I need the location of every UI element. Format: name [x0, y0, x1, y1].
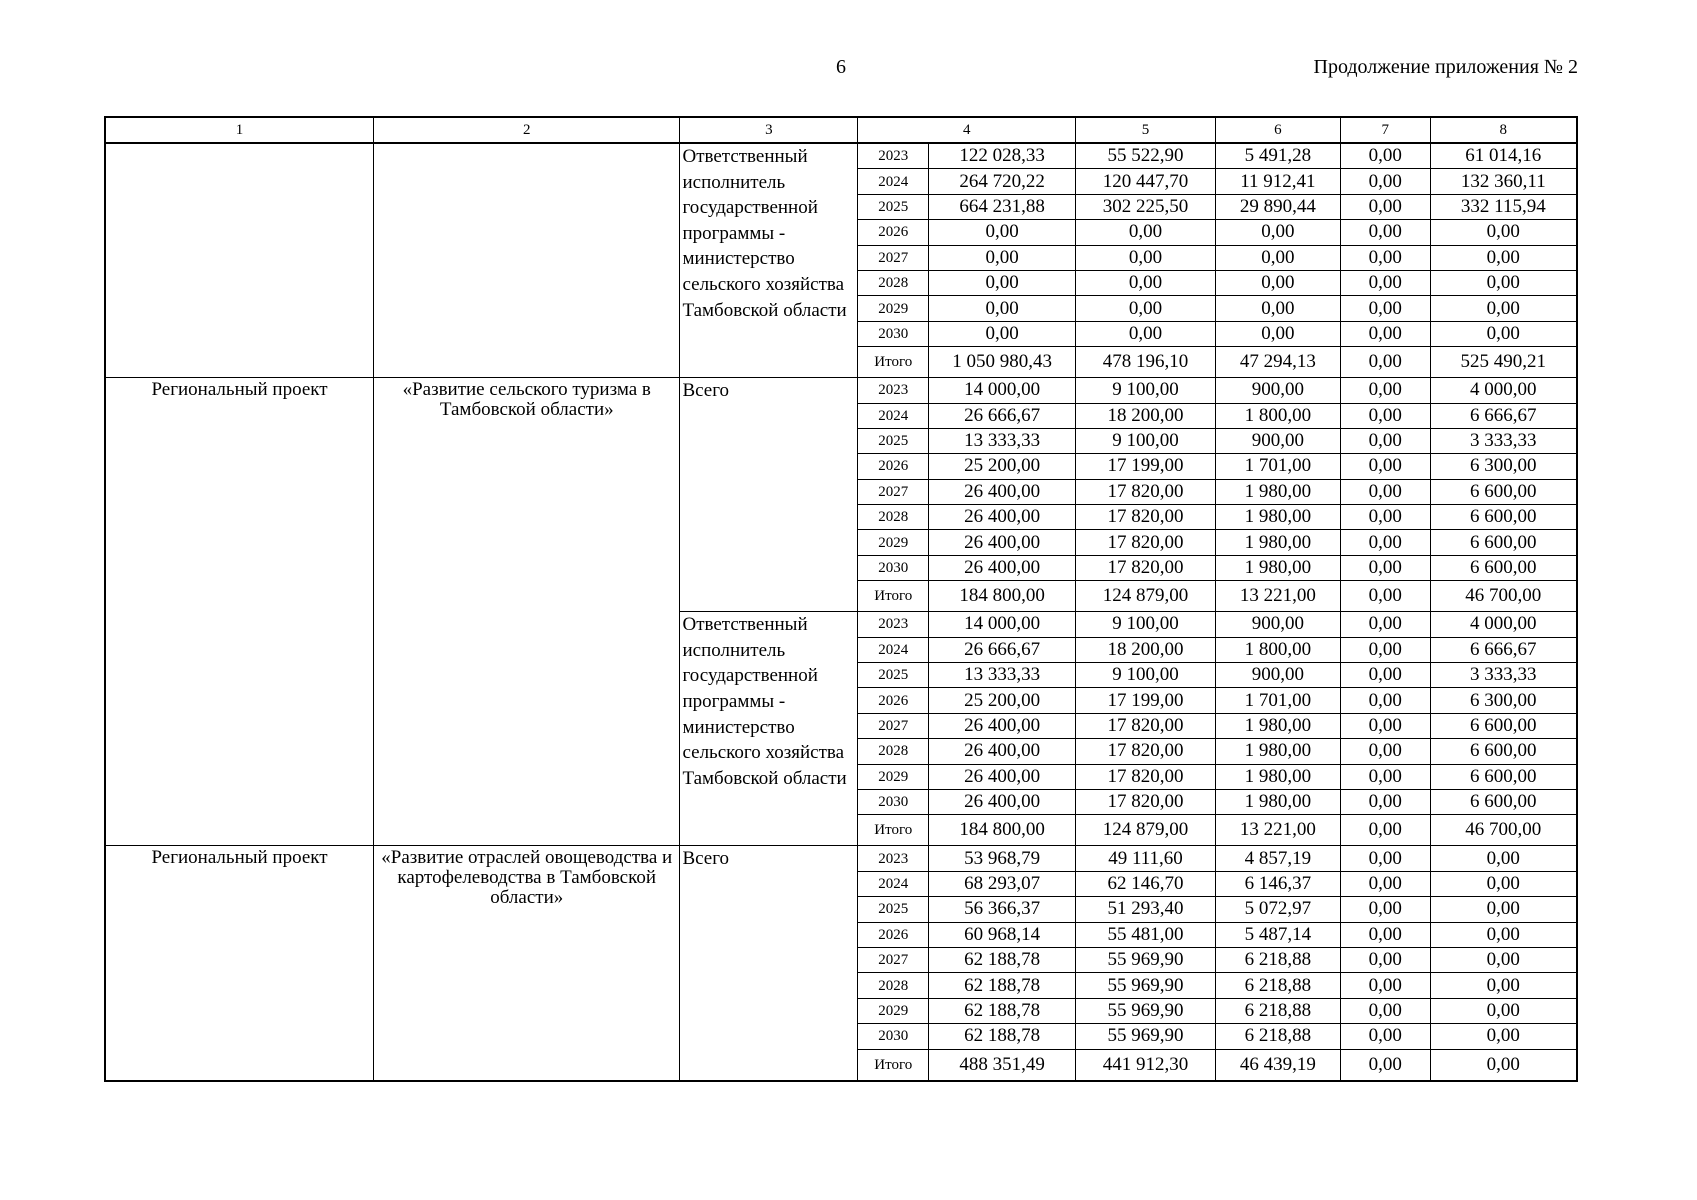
amount-cell: 0,00: [1340, 347, 1430, 378]
amount-cell: 0,00: [1340, 871, 1430, 896]
amount-cell: 0,00: [1340, 296, 1430, 321]
executor-cell: Ответственный исполнитель государственной программы - министерство сельского хозяйства Тамбовской области: [680, 143, 858, 378]
amount-cell: 1 800,00: [1215, 637, 1340, 662]
amount-cell: 55 969,90: [1076, 1024, 1216, 1049]
column-header: 6: [1215, 117, 1340, 143]
row-type-cell: Региональный проект: [105, 846, 374, 1081]
amount-cell: 0,00: [1430, 296, 1577, 321]
amount-cell: 17 820,00: [1076, 739, 1216, 764]
amount-cell: 26 666,67: [929, 403, 1076, 428]
amount-cell: 1 980,00: [1215, 530, 1340, 555]
amount-cell: 62 188,78: [929, 998, 1076, 1023]
amount-cell: 6 600,00: [1430, 530, 1577, 555]
amount-cell: 0,00: [1340, 143, 1430, 169]
amount-cell: 6 146,37: [1215, 871, 1340, 896]
year-cell: 2027: [858, 947, 929, 972]
year-cell: 2030: [858, 321, 929, 346]
amount-cell: 525 490,21: [1430, 347, 1577, 378]
amount-cell: 0,00: [929, 220, 1076, 245]
amount-cell: 62 188,78: [929, 973, 1076, 998]
page-number: 6: [836, 56, 846, 78]
amount-cell: 11 912,41: [1215, 169, 1340, 194]
year-cell: 2029: [858, 296, 929, 321]
amount-cell: 61 014,16: [1430, 143, 1577, 169]
amount-cell: 1 980,00: [1215, 739, 1340, 764]
amount-cell: 0,00: [1340, 245, 1430, 270]
amount-cell: 0,00: [1076, 321, 1216, 346]
amount-cell: 0,00: [1430, 321, 1577, 346]
amount-cell: 1 980,00: [1215, 764, 1340, 789]
amount-cell: 0,00: [1430, 871, 1577, 896]
amount-cell: 1 701,00: [1215, 688, 1340, 713]
year-cell: 2028: [858, 505, 929, 530]
amount-cell: 17 199,00: [1076, 454, 1216, 479]
amount-cell: 25 200,00: [929, 454, 1076, 479]
amount-cell: 26 400,00: [929, 530, 1076, 555]
amount-cell: 0,00: [1215, 321, 1340, 346]
amount-cell: 46 439,19: [1215, 1049, 1340, 1081]
amount-cell: 0,00: [1340, 973, 1430, 998]
year-cell: 2024: [858, 871, 929, 896]
amount-cell: 1 980,00: [1215, 479, 1340, 504]
amount-cell: 264 720,22: [929, 169, 1076, 194]
amount-cell: 0,00: [1340, 220, 1430, 245]
amount-cell: 0,00: [1340, 846, 1430, 871]
amount-cell: 1 980,00: [1215, 713, 1340, 738]
amount-cell: 6 600,00: [1430, 555, 1577, 580]
amount-cell: 0,00: [1340, 321, 1430, 346]
amount-cell: 0,00: [1215, 245, 1340, 270]
amount-cell: 26 666,67: [929, 637, 1076, 662]
amount-cell: 14 000,00: [929, 378, 1076, 403]
amount-cell: 55 969,90: [1076, 973, 1216, 998]
amount-cell: 0,00: [1430, 973, 1577, 998]
year-cell: 2028: [858, 739, 929, 764]
executor-cell: Ответственный исполнитель государственной программы - министерство сельского хозяйства Тамбовской области: [680, 612, 858, 846]
table-row: [105, 378, 1577, 403]
year-cell: 2026: [858, 688, 929, 713]
amount-cell: 0,00: [1340, 505, 1430, 530]
amount-cell: 9 100,00: [1076, 378, 1216, 403]
amount-cell: 0,00: [1076, 270, 1216, 295]
amount-cell: 26 400,00: [929, 555, 1076, 580]
amount-cell: 0,00: [1340, 739, 1430, 764]
year-cell: Итого: [858, 581, 929, 612]
amount-cell: 62 188,78: [929, 947, 1076, 972]
amount-cell: 1 050 980,43: [929, 347, 1076, 378]
year-cell: 2028: [858, 270, 929, 295]
amount-cell: 1 701,00: [1215, 454, 1340, 479]
amount-cell: 0,00: [1340, 270, 1430, 295]
amount-cell: 900,00: [1215, 378, 1340, 403]
amount-cell: 0,00: [1340, 897, 1430, 922]
amount-cell: 0,00: [1430, 220, 1577, 245]
amount-cell: 0,00: [929, 296, 1076, 321]
amount-cell: 13 333,33: [929, 428, 1076, 453]
amount-cell: 6 218,88: [1215, 947, 1340, 972]
amount-cell: 17 820,00: [1076, 479, 1216, 504]
funding-table: [104, 116, 1578, 1082]
amount-cell: 6 300,00: [1430, 688, 1577, 713]
amount-cell: 3 333,33: [1430, 428, 1577, 453]
row-type-cell: [105, 143, 374, 378]
amount-cell: 9 100,00: [1076, 428, 1216, 453]
year-cell: 2025: [858, 428, 929, 453]
amount-cell: 0,00: [1340, 1024, 1430, 1049]
amount-cell: 0,00: [1340, 378, 1430, 403]
amount-cell: 488 351,49: [929, 1049, 1076, 1081]
amount-cell: 0,00: [1340, 612, 1430, 637]
amount-cell: 4 000,00: [1430, 612, 1577, 637]
amount-cell: 332 115,94: [1430, 194, 1577, 219]
amount-cell: 302 225,50: [1076, 194, 1216, 219]
project-name-cell: «Развитие отраслей овощеводства и картофелеводства в Тамбовской области»: [374, 846, 680, 1081]
amount-cell: 0,00: [1340, 194, 1430, 219]
amount-cell: 120 447,70: [1076, 169, 1216, 194]
amount-cell: 49 111,60: [1076, 846, 1216, 871]
amount-cell: 0,00: [1340, 947, 1430, 972]
amount-cell: 25 200,00: [929, 688, 1076, 713]
project-name-cell: «Развитие сельского туризма в Тамбовской области»: [374, 378, 680, 846]
amount-cell: 9 100,00: [1076, 663, 1216, 688]
amount-cell: 47 294,13: [1215, 347, 1340, 378]
year-cell: 2023: [858, 143, 929, 169]
amount-cell: 26 400,00: [929, 713, 1076, 738]
amount-cell: 13 221,00: [1215, 815, 1340, 846]
year-cell: 2030: [858, 789, 929, 814]
year-cell: 2023: [858, 378, 929, 403]
amount-cell: 62 146,70: [1076, 871, 1216, 896]
amount-cell: 60 968,14: [929, 922, 1076, 947]
amount-cell: 0,00: [1430, 270, 1577, 295]
amount-cell: 0,00: [1340, 403, 1430, 428]
amount-cell: 0,00: [1340, 663, 1430, 688]
table-row: [105, 143, 1577, 169]
amount-cell: 0,00: [1340, 922, 1430, 947]
amount-cell: 132 360,11: [1430, 169, 1577, 194]
amount-cell: 1 980,00: [1215, 789, 1340, 814]
year-cell: 2025: [858, 663, 929, 688]
amount-cell: 6 218,88: [1215, 998, 1340, 1023]
amount-cell: 1 980,00: [1215, 505, 1340, 530]
amount-cell: 13 333,33: [929, 663, 1076, 688]
amount-cell: 0,00: [1430, 998, 1577, 1023]
amount-cell: 0,00: [1215, 296, 1340, 321]
amount-cell: 26 400,00: [929, 789, 1076, 814]
amount-cell: 0,00: [1340, 713, 1430, 738]
amount-cell: 0,00: [1430, 1049, 1577, 1081]
amount-cell: 0,00: [1340, 555, 1430, 580]
amount-cell: 26 400,00: [929, 739, 1076, 764]
year-cell: 2026: [858, 454, 929, 479]
column-header: 8: [1430, 117, 1577, 143]
amount-cell: 0,00: [1430, 1024, 1577, 1049]
amount-cell: 17 820,00: [1076, 713, 1216, 738]
year-cell: 2025: [858, 194, 929, 219]
amount-cell: 62 188,78: [929, 1024, 1076, 1049]
amount-cell: 14 000,00: [929, 612, 1076, 637]
amount-cell: 6 600,00: [1430, 479, 1577, 504]
amount-cell: 0,00: [1340, 428, 1430, 453]
year-cell: Итого: [858, 815, 929, 846]
amount-cell: 0,00: [1340, 789, 1430, 814]
amount-cell: 478 196,10: [1076, 347, 1216, 378]
header-row: [105, 117, 1577, 143]
amount-cell: 6 600,00: [1430, 505, 1577, 530]
amount-cell: 124 879,00: [1076, 815, 1216, 846]
year-cell: 2024: [858, 403, 929, 428]
column-header: 3: [680, 117, 858, 143]
amount-cell: 6 218,88: [1215, 1024, 1340, 1049]
year-cell: 2027: [858, 713, 929, 738]
amount-cell: 0,00: [1340, 479, 1430, 504]
amount-cell: 0,00: [1340, 688, 1430, 713]
amount-cell: 17 820,00: [1076, 505, 1216, 530]
amount-cell: 29 890,44: [1215, 194, 1340, 219]
year-cell: 2030: [858, 555, 929, 580]
amount-cell: 0,00: [929, 321, 1076, 346]
year-cell: 2026: [858, 220, 929, 245]
amount-cell: 56 366,37: [929, 897, 1076, 922]
column-header: 2: [374, 117, 680, 143]
amount-cell: 0,00: [1076, 296, 1216, 321]
year-cell: 2026: [858, 922, 929, 947]
amount-cell: 6 600,00: [1430, 764, 1577, 789]
amount-cell: 0,00: [1340, 815, 1430, 846]
amount-cell: 441 912,30: [1076, 1049, 1216, 1081]
amount-cell: 0,00: [929, 245, 1076, 270]
amount-cell: 6 666,67: [1430, 637, 1577, 662]
amount-cell: 0,00: [1340, 581, 1430, 612]
amount-cell: 0,00: [1340, 764, 1430, 789]
amount-cell: 17 820,00: [1076, 764, 1216, 789]
amount-cell: 55 969,90: [1076, 998, 1216, 1023]
year-cell: 2024: [858, 169, 929, 194]
amount-cell: 26 400,00: [929, 479, 1076, 504]
amount-cell: 3 333,33: [1430, 663, 1577, 688]
amount-cell: 0,00: [1340, 169, 1430, 194]
amount-cell: 5 487,14: [1215, 922, 1340, 947]
amount-cell: 6 666,67: [1430, 403, 1577, 428]
amount-cell: 0,00: [1076, 220, 1216, 245]
year-cell: 2023: [858, 612, 929, 637]
amount-cell: 184 800,00: [929, 815, 1076, 846]
amount-cell: 664 231,88: [929, 194, 1076, 219]
amount-cell: 0,00: [1430, 897, 1577, 922]
table-row: [105, 846, 1577, 871]
amount-cell: 0,00: [929, 270, 1076, 295]
amount-cell: 6 300,00: [1430, 454, 1577, 479]
amount-cell: 0,00: [1430, 245, 1577, 270]
amount-cell: 46 700,00: [1430, 815, 1577, 846]
amount-cell: 68 293,07: [929, 871, 1076, 896]
amount-cell: 53 968,79: [929, 846, 1076, 871]
amount-cell: 13 221,00: [1215, 581, 1340, 612]
year-cell: 2030: [858, 1024, 929, 1049]
amount-cell: 17 199,00: [1076, 688, 1216, 713]
year-cell: 2029: [858, 998, 929, 1023]
amount-cell: 0,00: [1430, 846, 1577, 871]
year-cell: 2025: [858, 897, 929, 922]
executor-cell: Всего: [680, 846, 858, 1081]
amount-cell: 184 800,00: [929, 581, 1076, 612]
year-cell: 2029: [858, 530, 929, 555]
year-cell: 2027: [858, 479, 929, 504]
amount-cell: 17 820,00: [1076, 555, 1216, 580]
amount-cell: 55 522,90: [1076, 143, 1216, 169]
amount-cell: 0,00: [1340, 1049, 1430, 1081]
amount-cell: 900,00: [1215, 612, 1340, 637]
amount-cell: 4 000,00: [1430, 378, 1577, 403]
appendix-note: Продолжение приложения № 2: [1313, 56, 1578, 78]
amount-cell: 0,00: [1215, 220, 1340, 245]
amount-cell: 124 879,00: [1076, 581, 1216, 612]
amount-cell: 9 100,00: [1076, 612, 1216, 637]
column-header: 5: [1076, 117, 1216, 143]
amount-cell: 0,00: [1215, 270, 1340, 295]
amount-cell: 55 481,00: [1076, 922, 1216, 947]
column-header: 7: [1340, 117, 1430, 143]
amount-cell: 900,00: [1215, 428, 1340, 453]
year-cell: 2028: [858, 973, 929, 998]
amount-cell: 55 969,90: [1076, 947, 1216, 972]
amount-cell: 6 600,00: [1430, 789, 1577, 814]
amount-cell: 0,00: [1430, 947, 1577, 972]
amount-cell: 0,00: [1340, 637, 1430, 662]
amount-cell: 6 218,88: [1215, 973, 1340, 998]
row-type-cell: Региональный проект: [105, 378, 374, 846]
executor-cell: Всего: [680, 378, 858, 612]
column-header: 1: [105, 117, 374, 143]
year-cell: 2029: [858, 764, 929, 789]
amount-cell: 1 800,00: [1215, 403, 1340, 428]
amount-cell: 51 293,40: [1076, 897, 1216, 922]
amount-cell: 0,00: [1340, 454, 1430, 479]
amount-cell: 5 491,28: [1215, 143, 1340, 169]
amount-cell: 46 700,00: [1430, 581, 1577, 612]
year-cell: 2027: [858, 245, 929, 270]
amount-cell: 26 400,00: [929, 764, 1076, 789]
amount-cell: 26 400,00: [929, 505, 1076, 530]
year-cell: 2023: [858, 846, 929, 871]
amount-cell: 4 857,19: [1215, 846, 1340, 871]
amount-cell: 0,00: [1340, 998, 1430, 1023]
amount-cell: 0,00: [1340, 530, 1430, 555]
amount-cell: 1 980,00: [1215, 555, 1340, 580]
amount-cell: 122 028,33: [929, 143, 1076, 169]
amount-cell: 0,00: [1430, 922, 1577, 947]
amount-cell: 17 820,00: [1076, 530, 1216, 555]
column-header: 4: [858, 117, 1076, 143]
amount-cell: 6 600,00: [1430, 739, 1577, 764]
project-name-cell: [374, 143, 680, 378]
amount-cell: 5 072,97: [1215, 897, 1340, 922]
amount-cell: 900,00: [1215, 663, 1340, 688]
year-cell: 2024: [858, 637, 929, 662]
amount-cell: 18 200,00: [1076, 403, 1216, 428]
amount-cell: 6 600,00: [1430, 713, 1577, 738]
amount-cell: 17 820,00: [1076, 789, 1216, 814]
year-cell: Итого: [858, 1049, 929, 1081]
amount-cell: 18 200,00: [1076, 637, 1216, 662]
amount-cell: 0,00: [1076, 245, 1216, 270]
year-cell: Итого: [858, 347, 929, 378]
